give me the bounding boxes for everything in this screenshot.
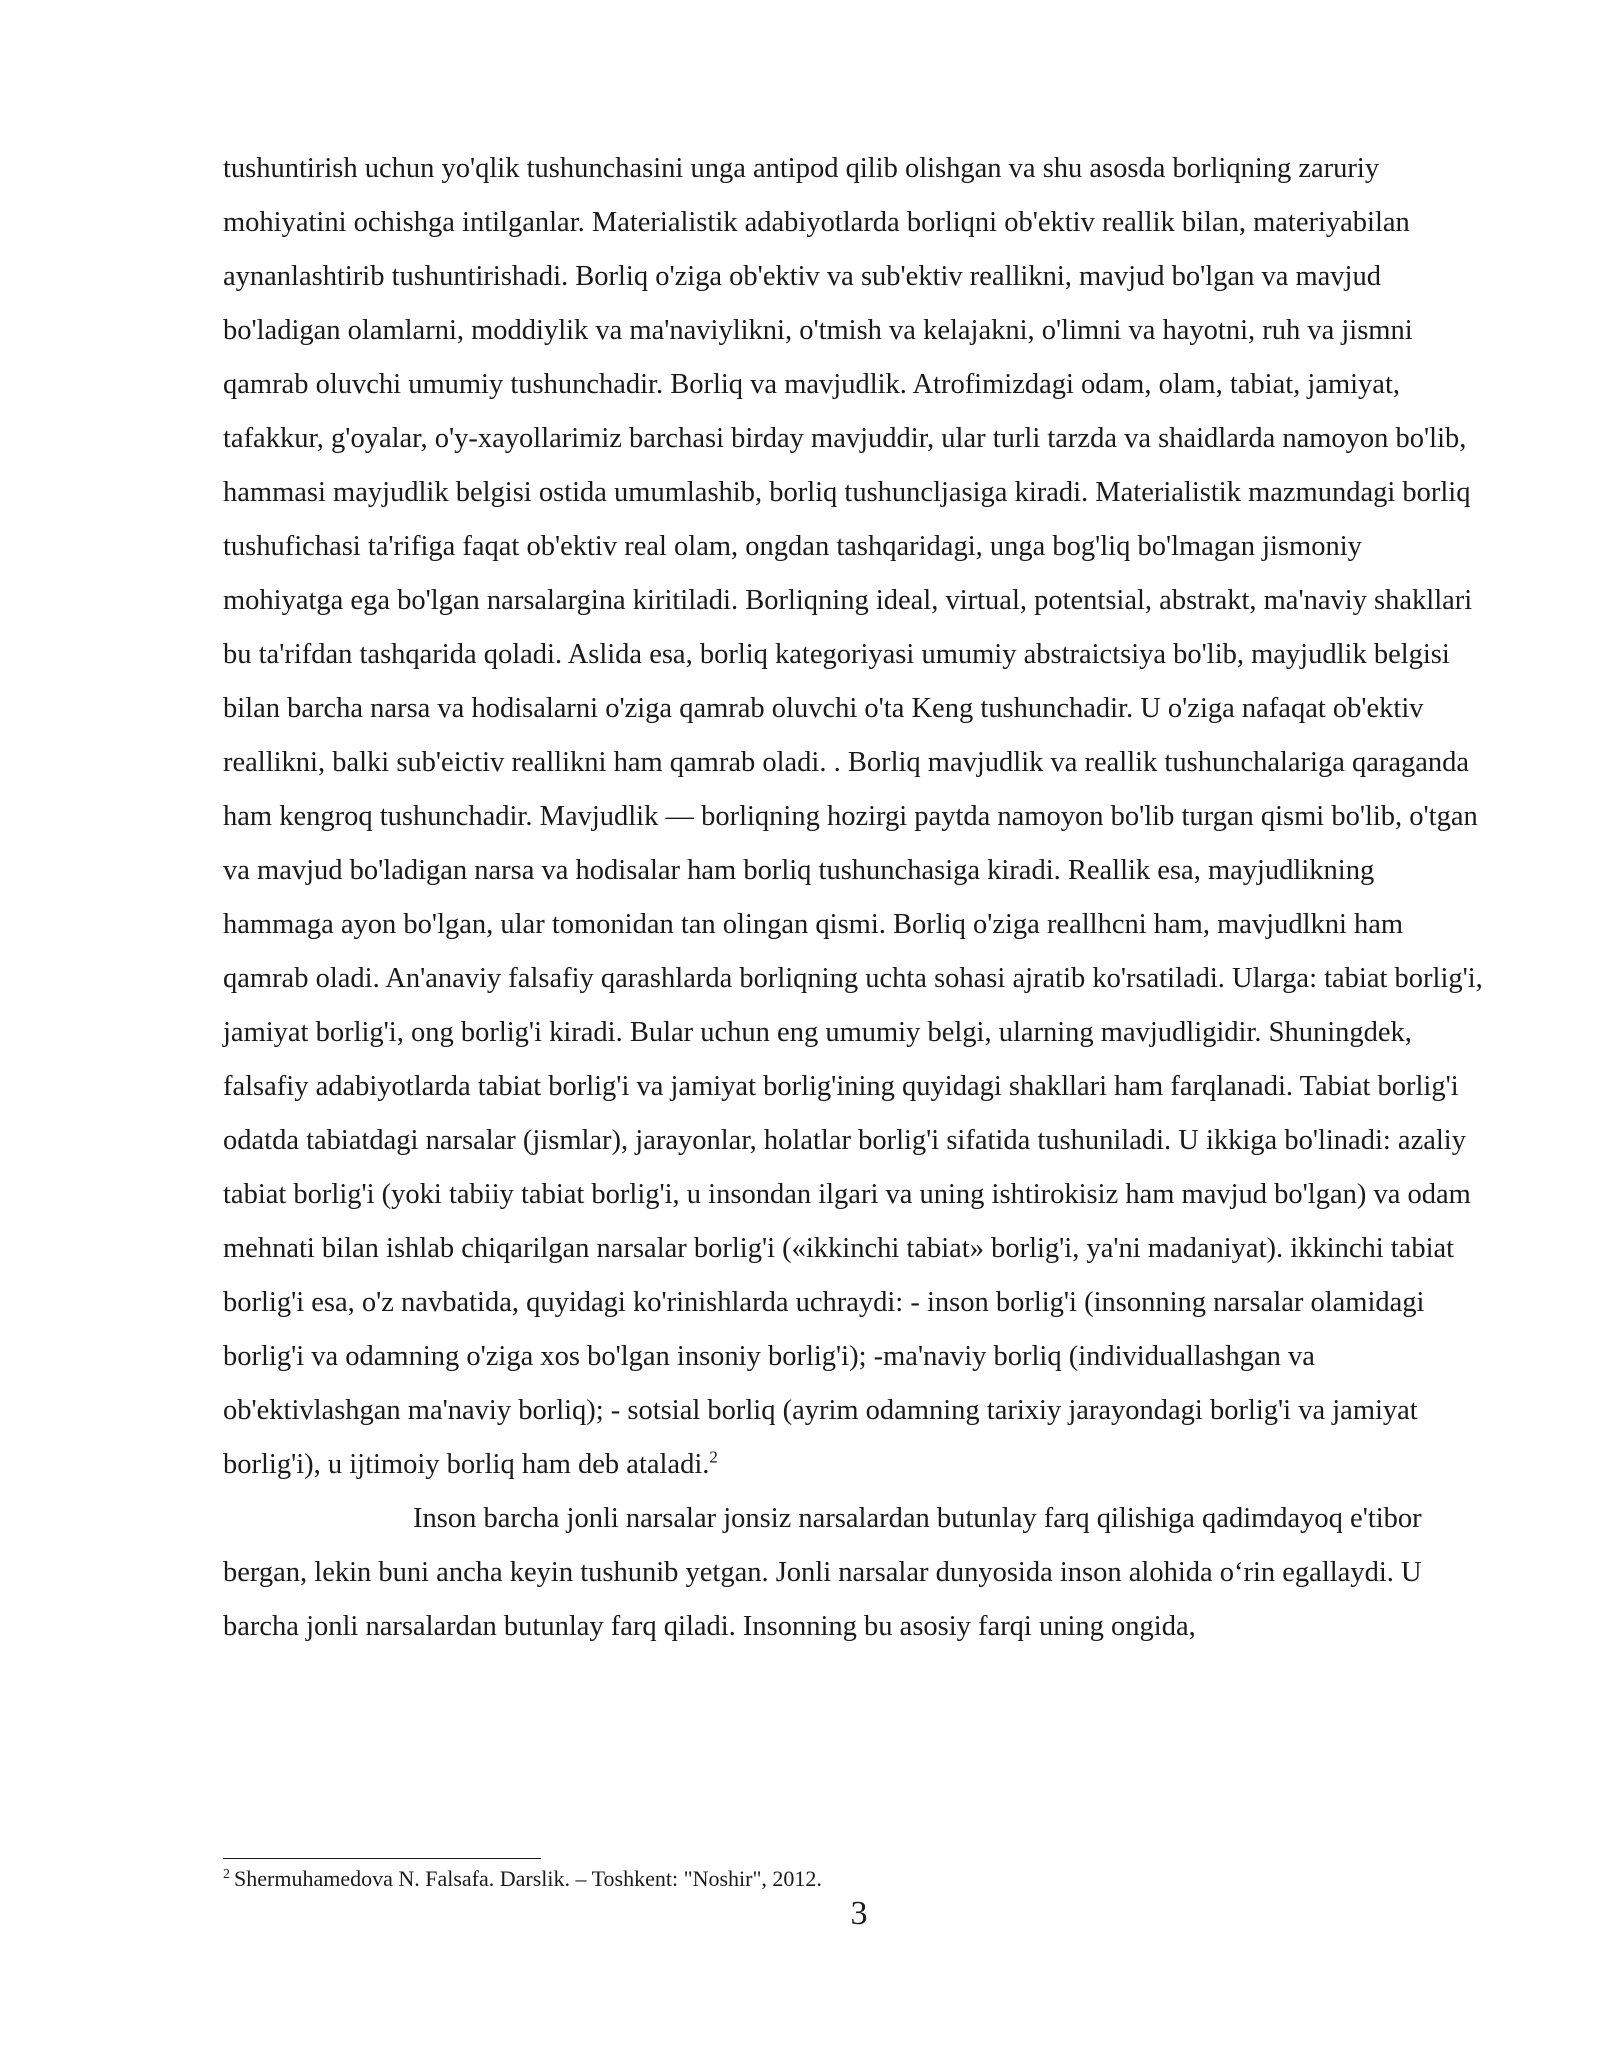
page-number: 3 — [850, 1895, 868, 1932]
footnote-separator — [223, 1858, 541, 1859]
footnote-text: Shermuhamedova N. Falsafa. Darslik. – Toshkent: "Noshir", 2012. — [234, 1866, 822, 1891]
footnote-reference[interactable]: 2 — [709, 1447, 718, 1467]
paragraph-1 — [223, 142, 1488, 1492]
paragraph-2: Inson barcha jonli narsalar jonsiz narsalardan butunlay farq qilishiga qadimdayoq e'tibor bergan, lekin buni ancha keyin tushunib yetgan. Jonli narsalar dunyosida inson alohida o‘rin egallaydi. U barcha jonli narsalardan butunlay farq qiladi. Insonning bu asosiy farqi uning ongida, — [223, 1503, 1422, 1642]
footnote — [223, 1864, 1488, 1894]
body-text — [223, 142, 1488, 1654]
footnote-number: 2 — [223, 1866, 230, 1882]
paragraph-1-text: tushuntirish uchun yo'qlik tushunchasini unga antipod qilib olishgan va shu asosda borliqning zaruriy mohiyatini ochishga intilganlar. Materialistik adabiyotlarda borliqni ob'ektiv reallik bilan, materiyabilan aynanlashtirib tushuntirishadi. Borliq o'ziga ob'ektiv va sub'ektiv reallikni, mavjud bo'lgan va mavjud bo'ladigan olamlarni, moddiylik va ma'naviylikni, o'tmish va kelajakni, o'limni va hayotni, ruh va jismni qamrab oluvchi umumiy tushunchadir. Borliq va mavjudlik. Atrofimizdagi odam, olam, tabiat, jamiyat, tafakkur, g'oyalar, o'y-xayollarimiz barchasi birday mavjuddir, ular turli tarzda va shaidlarda namoyon bo'lib, hammasi mayjudlik belgisi ostida umumlashib, borliq tushuncljasiga kiradi. Materialistik mazmundagi borliq tushufichasi ta'rifiga faqat ob'ektiv real olam, ongdan tashqaridagi, unga bog'liq bo'lmagan jismoniy mohiyatga ega bo'lgan narsalargina kiritiladi. Borliqning ideal, virtual, potentsial, abstrakt, ma'naviy shakllari bu ta'rifdan tashqarida qoladi. Aslida esa, borliq kategoriyasi umumiy abstraictsiya bo'lib, mayjudlik belgisi bilan barcha narsa va hodisalarni o'ziga qamrab oluvchi o'ta Keng tushunchadir. U o'ziga nafaqat ob'ektiv reallikni, balki sub'eictiv reallikni ham qamrab oladi. . Borliq mavjudlik va reallik tushunchalariga qaraganda ham kengroq tushunchadir. Mavjudlik — borliqning hozirgi paytda namoyon bo'lib turgan qismi bo'lib, o'tgan va mavjud bo'ladigan narsa va hodisalar ham borliq tushunchasiga kiradi. Reallik esa, mayjudlikning hammaga ayon bo'lgan, ular tomonidan tan olingan qismi. Borliq o'ziga reallhcni ham, mavjudlkni ham qamrab oladi. An'anaviy falsafiy qarashlarda borliqning uchta sohasi ajratib ko'rsatiladi. Ularga: tabiat borlig'i, jamiyat borlig'i, ong borlig'i kiradi. Bular uchun eng umumiy belgi, ularning mavjudligidir. Shuningdek, falsafiy adabiyotlarda tabiat borlig'i va jamiyat borlig'ining quyidagi shakllari ham farqlanadi. Tabiat borlig'i odatda tabiatdagi narsalar (jismlar), jarayonlar, holatlar borlig'i sifatida tushuniladi. U ikkiga bo'linadi: azaliy tabiat borlig'i (yoki tabiiy tabiat borlig'i, u insondan ilgari va uning ishtirokisiz ham mavjud bo'lgan) va odam mehnati bilan ishlab chiqarilgan narsalar borlig'i («ikkinchi tabiat» borlig'i, ya'ni madaniyat). ikkinchi tabiat borlig'i esa, o'z navbatida, quyidagi ko'rinishlarda uchraydi: - inson borlig'i (insonning narsalar olamidagi borlig'i va odamning o'ziga xos bo'lgan insoniy borlig'i); -ma'naviy borliq (individuallashgan va ob'ektivlashgan ma'naviy borliq); - sotsial borliq (ayrim odamning tarixiy jarayondagi borlig'i va jamiyat borlig'i), u ijtimoiy borliq ham deb ataladi. — [223, 153, 1483, 1480]
